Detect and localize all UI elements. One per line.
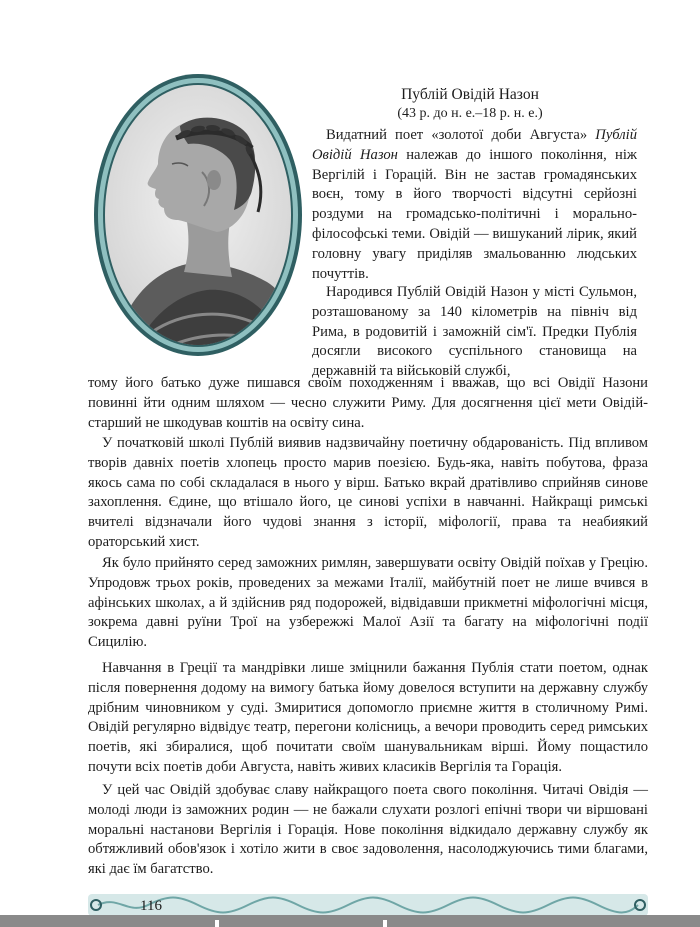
paragraph-birth: Народився Публій Овідій Назон у місті Сульмон, розташованому за 140 кілометрів на північ від Рима, в родовитій і заможній сім'ї. Предки Публія досягли високого суспільного становища на державній та військовій службі, [312, 284, 637, 380]
paragraph-fame: У цей час Овідій здобуває славу найкращого поета свого покоління. Читачі Овідія — молоді люди із заможних родин — не бажали слухати розлогі епічні твори чи віршовані моральні настанови Вергілія і Горація. Нове покоління відкидало державну службу як обтяжливий обов'язок і хотіло жити в своє задоволення, насолоджуючись тими благами, які дає їм багатство. [88, 782, 648, 878]
poet-name-heading: Публій Овідій Назон [401, 86, 539, 103]
scan-mark [215, 920, 219, 927]
page-number: 116 [140, 898, 162, 914]
intro-text: Видатний поет «золотої доби Августа» [326, 127, 596, 143]
ovid-portrait [92, 72, 304, 358]
poet-name-italic: Публій Овідій Назон [312, 127, 637, 163]
poet-life-dates: (43 р. до н. е.–18 р. н. е.) [397, 106, 543, 121]
paragraph-birth-continued: тому його батько дуже пишався своїм походженням і вважав, що всі Овідії Назони повинні йти одним шляхом — чесно служити Риму. Для досягнення цієї мети Овідій-старший не шкодував коштів на освіту сина. [88, 375, 648, 431]
scan-bottom-bar [0, 915, 700, 927]
paragraph-career: Навчання в Греції та мандрівки лише зміцнили бажання Публія стати поетом, однак після повернення додому на вимогу батька йому довелося вступити на державну службу дрібним чиновником у суді. Змиритися допомогло приємне життя в столичному Римі. Овідій регулярно відвідує театр, перегони колісниць, а вечори проводить серед римських поетів, які збиралися, щоб почитати своїм шанувальникам вірші. Йому пощастило почути всіх поетів доби Августа, навіть живих класиків Вергілія та Горація. [88, 660, 648, 775]
intro-rest: належав до іншого покоління, ніж Вергілій і Горацій. Він не застав громадянських воєн, тому в його творчості відсутні серйозні роздуми на громадсько-політичні і морально-філософські теми. Овідій — вишуканий лірик, який головну увагу приділяв змальованню людських почуттів. [312, 146, 637, 282]
scan-mark [383, 920, 387, 927]
paragraph-school: У початковій школі Публій виявив надзвичайну поетичну обдарованість. Під впливом творів давніх поетів хлопець просто марив поезією. Будь-яка, навіть побутова, фраза якось сама по собі складалася в нього у вірш. Батько вкрай дратівливо сприйняв синове захоплення. Єдине, що втішало його, це синові успіхи в навчанні. Найкращі римські вчителі відзначали його чудові знання з історії, міфології, права та неабиякий ораторський хист. [88, 435, 648, 550]
paragraph-greece: Як було прийнято серед заможних римлян, завершувати освіту Овідій поїхав у Грецію. Упродовж трьох років, проведених за межами Італії, майбутній поет не лише вчився в афінських школах, а й здійснив ряд подорожей, відвідавши прикметні міфологічні місця, зокрема давні руїни Трої на узбережжі Малої Азії та багату на міфологічні події Сицилію. [88, 555, 648, 651]
paragraph-intro [312, 126, 637, 284]
